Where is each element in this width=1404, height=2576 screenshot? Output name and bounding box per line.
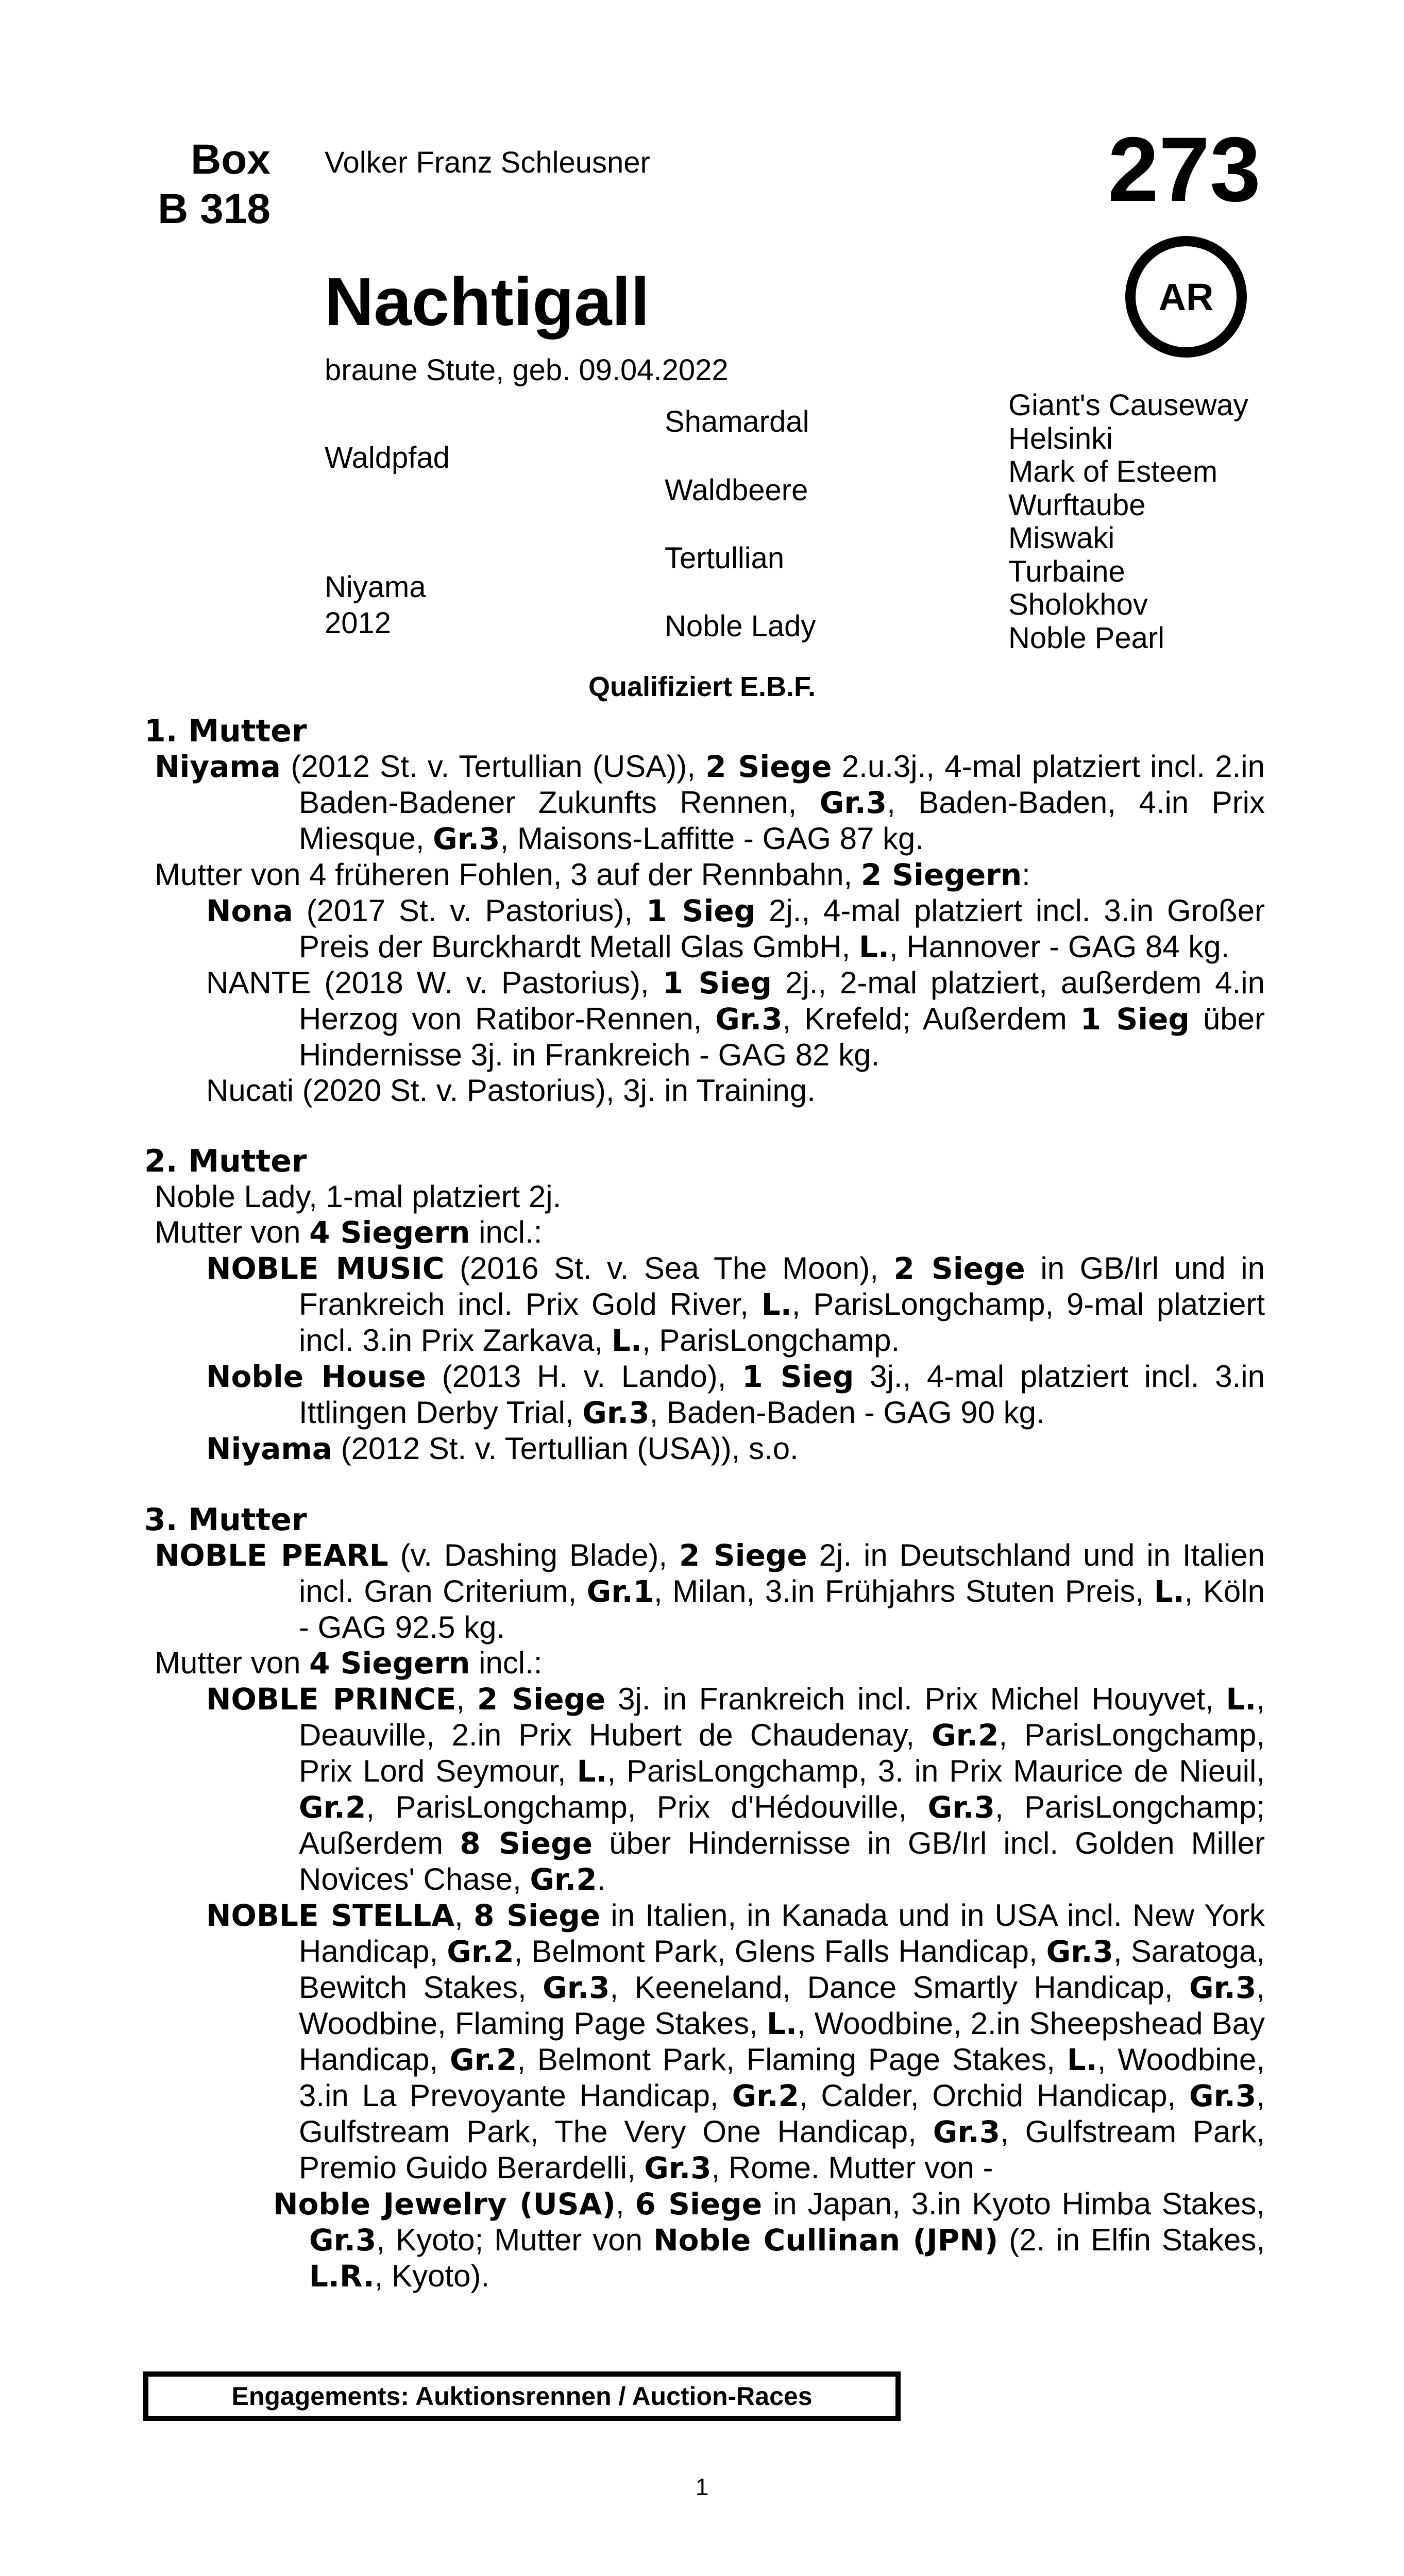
bold-text: Gr.1 [586, 1574, 654, 1609]
bold-text: Gr.2 [732, 2078, 799, 2113]
text-run: , Woodbine, 2.in Sheepshead Bay Handicap, [299, 2006, 1265, 2077]
horse-ref: Niyama [155, 749, 281, 784]
bold-text: Gr.2 [450, 2042, 517, 2077]
pedigree-gen3-item: Noble Pearl [1008, 621, 1165, 655]
bold-text: NOBLE PRINCE [206, 1682, 456, 1717]
produce-summary [155, 1214, 1265, 1250]
horse-name: Nachtigall [325, 264, 650, 340]
text-run: (2017 St. v. Pastorius), [293, 893, 646, 928]
bold-text: L. [1226, 1682, 1257, 1717]
text-run: Nucati (2020 St. v. Pastorius), 3j. in Training. [206, 1073, 816, 1108]
text-run: . [597, 1862, 606, 1896]
text-run: , ParisLongchamp. [641, 1323, 900, 1358]
text-run: : [1022, 857, 1030, 892]
bold-text: 6 Siege [635, 2187, 763, 2222]
bold-text: L. [1067, 2042, 1097, 2077]
text-run: , Kyoto; Mutter von [376, 2223, 654, 2257]
pedigree-gen3-item: Turbaine [1008, 554, 1125, 588]
text-run: , [615, 2187, 635, 2221]
bold-text: 2 Siege [893, 1251, 1025, 1286]
bold-text: NOBLE MUSIC [206, 1251, 445, 1286]
bold-text: Noble Cullinan (JPN) [653, 2223, 999, 2258]
pedigree-gen3-item: Sholokhov [1008, 588, 1148, 621]
foal-entry [149, 965, 1265, 1073]
text-run: , Deauville, 2.in Prix Hubert de Chaudenay, [299, 1682, 1265, 1752]
lot-number: 273 [1108, 118, 1261, 221]
dam-entry: Noble Lady, 1-mal platziert 2j. [155, 1179, 562, 1214]
qualification-text: Qualifiziert E.B.F. [588, 671, 816, 702]
text-run: , Köln - GAG 92.5 kg. [299, 1574, 1265, 1645]
text-run: incl.: [470, 1215, 543, 1249]
grade: Gr.3 [819, 785, 887, 820]
text-run: (2. in Elfin Stakes, [998, 2223, 1265, 2257]
bold-text: Noble House [206, 1359, 426, 1394]
text-run: (v. Dashing Blade), [388, 1538, 680, 1572]
box-label [129, 135, 270, 234]
qualification [0, 671, 1404, 703]
text-run: (2016 St. v. Sea The Moon), [444, 1251, 894, 1285]
text-run: , Baden-Baden, 4.in Prix Miesque, [299, 785, 1265, 856]
bold-text: 1 Sieg [742, 1359, 854, 1394]
bold-text: NOBLE PEARL [155, 1538, 388, 1573]
text-run: , Belmont Park, Glens Falls Handicap, [514, 1934, 1046, 1969]
text-run: , Milan, 3.in Frühjahrs Stuten Preis, [653, 1574, 1154, 1608]
bold-text: Gr.3 [543, 1970, 610, 2005]
text-run: , [454, 1898, 474, 1933]
text-run: incl.: [470, 1646, 543, 1680]
bold-text: 4 Siegern [309, 1215, 470, 1250]
horse-description: braune Stute, geb. 09.04.2022 [325, 353, 729, 387]
engagements-box [143, 2371, 901, 2421]
pedigree-dam: Niyama [325, 570, 426, 604]
bold-text: 8 Siege [460, 1826, 593, 1861]
text-run: in Japan, 3.in Kyoto Himba Stakes, [762, 2187, 1265, 2221]
pedigree-gen3 [1008, 389, 1248, 655]
bold-text: Gr.3 [1189, 1970, 1257, 2005]
bold-text: 2 Siege [477, 1682, 606, 1717]
text-run: 2j. in Deutschland und in Italien incl. Gran Criterium, [299, 1538, 1265, 1608]
wins: 2 Siege [705, 749, 832, 784]
dam-entry [149, 749, 1265, 857]
bold-text: L. [766, 2006, 797, 2041]
foal-entry [149, 1250, 1265, 1359]
text-run: 3j., 4-mal platziert incl. 3.in Ittlingen Derby Trial, [299, 1359, 1265, 1430]
bold-text: NOBLE STELLA [206, 1898, 455, 1933]
text-run: , Keeneland, Dance Smartly Handicap, [610, 1970, 1189, 2005]
bold-text: L.R. [309, 2259, 375, 2294]
bold-text: Gr.3 [927, 1790, 995, 1825]
text-run: 2.u.3j., 4-mal platziert incl. 2.in Baden-Badener Zukunfts Rennen, [299, 749, 1265, 820]
text-run: , ParisLongchamp, 3. in Prix Maurice de Nieuil, [607, 1754, 1265, 1788]
text-run: , Saratoga, Bewitch Stakes, [299, 1934, 1265, 2005]
text-run: , ParisLongchamp; Außerdem [299, 1790, 1265, 1860]
bold-text: Gr.3 [1046, 1934, 1114, 1969]
dam-line [144, 714, 1265, 2294]
text-run: , Rome. Mutter von - [711, 2150, 993, 2185]
bold-text: Gr.3 [309, 2223, 377, 2258]
produce-summary [155, 857, 1265, 893]
pedigree-dam-year: 2012 [325, 606, 392, 640]
bold-text: 2 Siege [679, 1538, 807, 1573]
text-run: , Woodbine, Flaming Page Stakes, [299, 1970, 1265, 2041]
bold-text: Noble Jewelry (USA) [273, 2187, 616, 2222]
text-run: , Gulfstream Park, The Very One Handicap, [299, 2078, 1265, 2149]
bold-text: 1 Sieg [1080, 1002, 1190, 1037]
text-run: (2012 St. v. Tertullian (USA)), s.o. [332, 1431, 799, 1466]
bold-text: Gr.2 [530, 1862, 597, 1897]
text-run: 2j., 4-mal platziert incl. 3.in Großer Preis der Burckhardt Metall Glas GmbH, [299, 893, 1265, 964]
pedigree-gen3-item: Miswaki [1008, 521, 1115, 555]
pedigree-gen2: Waldbeere [665, 473, 808, 507]
text-run: , Hannover - GAG 84 kg. [889, 929, 1230, 964]
text-run: 2j., 2-mal platziert, außerdem 4.in Herzog von Ratibor-Rennen, [299, 965, 1265, 1036]
bold-text: L. [611, 1323, 642, 1358]
bold-text: 1 Sieg [662, 965, 772, 1001]
pedigree-gen3-item: Giant's Causeway [1008, 388, 1248, 422]
text-run: , Baden-Baden - GAG 90 kg. [649, 1395, 1045, 1430]
text-run: , Maisons-Laffitte - GAG 87 kg. [500, 821, 924, 856]
bold-text: 8 Siege [473, 1898, 601, 1933]
text-run: , ParisLongchamp, Prix d'Hédouville, [366, 1790, 928, 1824]
text-run: , Belmont Park, Flaming Page Stakes, [517, 2042, 1067, 2077]
foal-entry [149, 1431, 1265, 1467]
bold-text: 4 Siegern [309, 1646, 470, 1681]
bold-text: L. [577, 1754, 607, 1789]
text-run: 3j. in Frankreich incl. Prix Michel Houyvet, [605, 1682, 1226, 1716]
pedigree-gen3-item: Helsinki [1008, 421, 1113, 455]
text-run: , Calder, Orchid Handicap, [799, 2078, 1189, 2113]
text-run: , Krefeld; Außerdem [782, 1002, 1080, 1036]
text-run: (2018 W. v. Pastorius), [311, 965, 663, 1000]
bold-text: 2 Siegern [860, 857, 1022, 892]
box-number: B 318 [158, 185, 270, 232]
pedigree-gen3-item: Wurftaube [1008, 488, 1146, 522]
text-run: Mutter von 4 früheren Fohlen, 3 auf der Rennbahn, [155, 857, 861, 892]
bold-text: Gr.3 [582, 1395, 650, 1430]
foal-entry [149, 1359, 1265, 1431]
foal-entry [149, 893, 1265, 965]
text-run: NANTE [206, 965, 311, 1000]
breeder-name: Volker Franz Schleusner [325, 146, 650, 179]
text-run: , Kyoto). [374, 2259, 490, 2293]
text-run: in Italien, in Kanada und in USA incl. New York Handicap, [299, 1898, 1265, 1969]
foal-entry [149, 1897, 1265, 2186]
foal-entry [149, 1681, 1265, 1897]
bold-text: 1 Sieg [646, 893, 756, 928]
text-run: (2013 H. v. Lando), [426, 1359, 742, 1394]
granddaughter-entry [149, 2186, 1265, 2294]
text-run: über Hindernisse in GB/Irl incl. Golden Miller Novices' Chase, [299, 1826, 1265, 1896]
bold-text: L. [1154, 1574, 1185, 1609]
text-run: (2012 St. v. Tertullian (USA)), [280, 749, 706, 784]
grade: Gr.3 [433, 821, 500, 856]
bold-text: L. [761, 1287, 792, 1322]
bold-text: Gr.3 [715, 1002, 783, 1037]
foal-entry [149, 1073, 1265, 1108]
text-run: über Hindernisse 3j. in Frankreich - GAG 82 kg. [299, 1002, 1265, 1072]
bold-text: Niyama [206, 1431, 332, 1466]
text-run: , ParisLongchamp, 9-mal platziert incl. 3.in Prix Zarkava, [299, 1287, 1265, 1358]
pedigree-gen2: Noble Lady [665, 609, 816, 643]
produce-summary [155, 1645, 1265, 1681]
bold-text: L. [859, 929, 890, 964]
bold-text: Gr.2 [447, 1934, 514, 1969]
text-run: , Gulfstream Park, Premio Guido Berardelli, [299, 2114, 1265, 2185]
page-number: 1 [695, 2473, 709, 2500]
engagements-text: Engagements: Auktionsrennen / Auction-Races [231, 2382, 813, 2411]
ar-badge-icon [1125, 236, 1247, 358]
text-run: in GB/Irl und in Frankreich incl. Prix Gold River, [299, 1251, 1265, 1321]
text-run: Mutter von [155, 1215, 310, 1249]
bold-text: Gr.3 [644, 2150, 712, 2185]
box-title: Box [191, 136, 270, 183]
pedigree-gen3-item: Mark of Esteem [1008, 455, 1218, 488]
text-run: Mutter von [155, 1646, 310, 1680]
dam-entry [149, 1537, 1265, 1645]
section-title-m1: 1. Mutter [144, 713, 307, 749]
section-title-m2: 2. Mutter [144, 1143, 307, 1179]
section-title-m3: 3. Mutter [144, 1502, 307, 1538]
pedigree-gen2: Tertullian [665, 541, 785, 575]
bold-text: Gr.2 [931, 1718, 999, 1753]
text-run: , Woodbine, 3.in La Prevoyante Handicap, [299, 2042, 1265, 2113]
pedigree-gen2: Shamardal [665, 405, 809, 438]
bold-text: Gr.3 [1189, 2078, 1257, 2113]
text-run: , ParisLongchamp, Prix Lord Seymour, [299, 1718, 1265, 1788]
text-run: , [456, 1682, 477, 1716]
bold-text: Nona [206, 893, 293, 928]
ar-badge-label: AR [1158, 275, 1214, 318]
bold-text: Gr.3 [933, 2114, 1001, 2149]
pedigree-sire: Waldpfad [325, 441, 450, 474]
bold-text: Gr.2 [299, 1790, 366, 1825]
